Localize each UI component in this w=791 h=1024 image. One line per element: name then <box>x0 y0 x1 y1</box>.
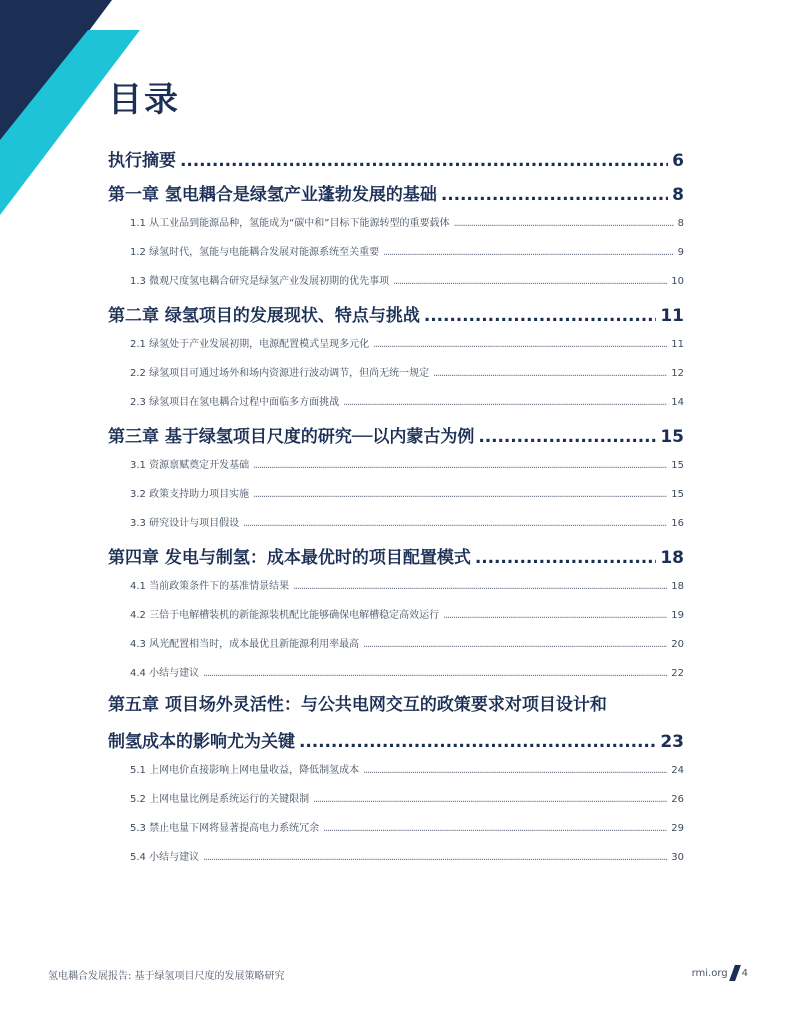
dot-leader <box>299 732 656 752</box>
toc-chapter-entry[interactable] <box>108 301 684 335</box>
toc-section-entry[interactable] <box>108 790 684 819</box>
toc-chapter-5-line2-label: 制氢成本的影响尤为关键 <box>108 732 295 752</box>
toc-chapter-entry[interactable] <box>108 543 684 577</box>
toc-page-number: 15 <box>660 427 684 447</box>
toc-page-number: 16 <box>671 518 684 529</box>
toc-entry-label: 1.3 微观尺度氢电耦合研究是绿氢产业发展初期的优先事项 <box>130 276 390 287</box>
toc-page-number: 23 <box>660 732 684 752</box>
toc-entry-label: 5.1 上网电价直接影响上网电量收益，降低制氢成本 <box>130 765 360 776</box>
dot-leader <box>203 852 667 863</box>
footer-right <box>692 965 748 981</box>
toc-section-entry[interactable] <box>108 393 684 422</box>
toc-page-number: 20 <box>671 639 684 650</box>
toc-entry-label: 4.2 三倍于电解槽装机的新能源装机配比能够确保电解槽稳定高效运行 <box>130 610 440 621</box>
toc-entry-label: 5.4 小结与建议 <box>130 852 200 863</box>
toc-page-number: 12 <box>671 368 684 379</box>
toc-page-number: 11 <box>660 306 684 326</box>
toc-section-entry[interactable] <box>108 364 684 393</box>
toc-section-entry[interactable] <box>108 272 684 301</box>
toc-entry-label: 5.2 上网电量比例是系统运行的关键限制 <box>130 794 310 805</box>
toc-entry-label: 3.3 研究设计与项目假设 <box>130 518 240 529</box>
toc-entry-label: 第三章 基于绿氢项目尺度的研究──以内蒙古为例 <box>108 427 475 447</box>
toc-entry-label: 2.1 绿氢处于产业发展初期，电源配置模式呈现多元化 <box>130 339 370 350</box>
dot-leader <box>373 339 667 350</box>
toc-section-entry[interactable] <box>108 606 684 635</box>
toc-page-number: 18 <box>660 548 684 568</box>
toc-section-entry[interactable] <box>108 335 684 364</box>
toc-page-number: 29 <box>671 823 684 834</box>
toc-page-number: 11 <box>671 339 684 350</box>
dot-leader <box>475 548 656 568</box>
toc-entry-label: 3.1 资源禀赋奠定开发基础 <box>130 460 250 471</box>
dot-leader <box>363 639 667 650</box>
toc-section-entry[interactable] <box>108 819 684 848</box>
toc-page-number: 18 <box>671 581 684 592</box>
dot-leader <box>253 489 667 500</box>
toc-entry-label: 1.2 绿氢时代，氢能与电能耦合发展对能源系统至关重要 <box>130 247 380 258</box>
toc-entry-label: 5.3 禁止电量下网将显著提高电力系统冗余 <box>130 823 320 834</box>
toc-entry-label: 2.2 绿氢项目可通过场外和场内资源进行波动调节，但尚无统一规定 <box>130 368 430 379</box>
toc-page-number: 15 <box>671 489 684 500</box>
toc-page-number: 8 <box>677 218 684 229</box>
dot-leader <box>453 218 673 229</box>
toc-entry-label: 第二章 绿氢项目的发展现状、特点与挑战 <box>108 306 420 326</box>
toc-entry-label: 第一章 氢电耦合是绿氢产业蓬勃发展的基础 <box>108 185 437 205</box>
toc-chapter-5[interactable] <box>108 693 684 761</box>
toc-entry-label: 执行摘要 <box>108 151 176 171</box>
toc-entry-label: 4.3 风光配置相当时，成本最优且新能源利用率最高 <box>130 639 360 650</box>
toc-page-number: 8 <box>672 185 684 205</box>
page-title: 目录 <box>108 80 180 120</box>
toc-chapter-entry[interactable] <box>108 146 684 180</box>
slash-icon <box>729 965 741 981</box>
dot-leader <box>441 185 668 205</box>
toc-page-number: 9 <box>677 247 684 258</box>
toc-page-number: 14 <box>671 397 684 408</box>
toc-section-entry[interactable] <box>108 848 684 877</box>
toc-section-entry[interactable] <box>108 664 684 693</box>
toc-section-entry[interactable] <box>108 456 684 485</box>
toc-page-number: 19 <box>671 610 684 621</box>
dot-leader <box>243 518 667 529</box>
toc-page-number: 15 <box>671 460 684 471</box>
footer-page-number: 4 <box>741 967 748 979</box>
toc-chapter-5-line1: 第五章 项目场外灵活性：与公共电网交互的政策要求对项目设计和 <box>108 695 607 715</box>
toc-section-entry[interactable] <box>108 214 684 243</box>
toc-chapter-entry[interactable] <box>108 180 684 214</box>
dot-leader <box>253 460 667 471</box>
toc-section-entry[interactable] <box>108 485 684 514</box>
toc-entry-label: 3.2 政策支持助力项目实施 <box>130 489 250 500</box>
toc-entry-label: 4.4 小结与建议 <box>130 668 200 679</box>
dot-leader <box>393 276 667 287</box>
toc-page-number: 22 <box>671 668 684 679</box>
toc-chapter-entry[interactable] <box>108 422 684 456</box>
dot-leader <box>203 668 667 679</box>
toc-chapter-5-line2 <box>108 727 684 761</box>
toc-section-entry[interactable] <box>108 761 684 790</box>
toc-entry-label: 2.3 绿氢项目在氢电耦合过程中面临多方面挑战 <box>130 397 340 408</box>
toc-page-number: 26 <box>671 794 684 805</box>
toc-section-entry[interactable] <box>108 514 684 543</box>
table-of-contents <box>108 146 684 877</box>
dot-leader <box>433 368 667 379</box>
dot-leader <box>443 610 667 621</box>
dot-leader <box>343 397 667 408</box>
toc-page-number: 10 <box>671 276 684 287</box>
toc-section-entry[interactable] <box>108 577 684 606</box>
dot-leader <box>363 765 667 776</box>
toc-entry-label: 1.1 从工业品到能源品种，氢能成为“碳中和”目标下能源转型的重要载体 <box>130 218 450 229</box>
toc-entry-label: 第四章 发电与制氢：成本最优时的项目配置模式 <box>108 548 471 568</box>
toc-entry-label: 4.1 当前政策条件下的基准情景结果 <box>130 581 290 592</box>
footer-title: 氢电耦合发展报告: 基于绿氢项目尺度的发展策略研究 <box>48 971 285 982</box>
dot-leader <box>478 427 656 447</box>
dot-leader <box>383 247 674 258</box>
footer <box>48 967 748 982</box>
dot-leader <box>424 306 656 326</box>
toc-page-number: 30 <box>671 852 684 863</box>
toc-page-number: 6 <box>672 151 684 171</box>
dot-leader <box>313 794 667 805</box>
dot-leader <box>323 823 667 834</box>
footer-site-link[interactable]: rmi.org <box>691 967 728 979</box>
toc-page-number: 24 <box>671 765 684 776</box>
toc-section-entry[interactable] <box>108 635 684 664</box>
dot-leader <box>180 151 668 171</box>
dot-leader <box>293 581 667 592</box>
toc-section-entry[interactable] <box>108 243 684 272</box>
